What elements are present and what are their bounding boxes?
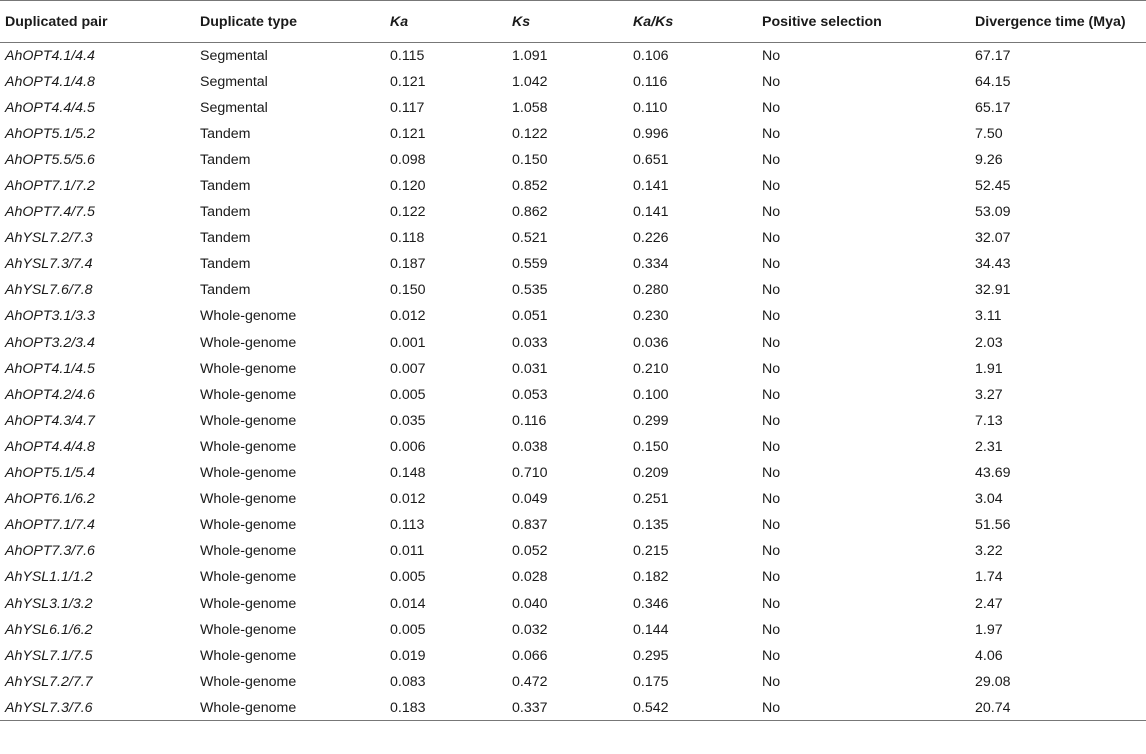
table-row xyxy=(0,173,1146,199)
cell-ka-ks: 0.106 xyxy=(633,47,669,64)
cell-ka: 0.121 xyxy=(390,125,426,142)
cell-divergence-time: 3.27 xyxy=(975,386,1003,403)
cell-duplicate-type: Segmental xyxy=(200,73,268,90)
table-row xyxy=(0,460,1146,486)
cell-duplicated-pair: AhOPT3.1/3.3 xyxy=(5,308,95,325)
cell-ks: 0.052 xyxy=(512,543,548,560)
cell-divergence-time: 3.22 xyxy=(975,543,1003,560)
cell-duplicate-type: Whole-genome xyxy=(200,308,297,325)
cell-ka: 0.014 xyxy=(390,595,426,612)
cell-ks: 1.058 xyxy=(512,99,548,116)
cell-duplicate-type: Tandem xyxy=(200,125,251,142)
cell-positive-selection: No xyxy=(762,73,781,90)
table-row xyxy=(0,382,1146,408)
cell-duplicated-pair: AhOPT5.1/5.4 xyxy=(5,465,95,482)
cell-duplicate-type: Tandem xyxy=(200,204,251,221)
cell-ka: 0.187 xyxy=(390,256,426,273)
cell-ks: 1.091 xyxy=(512,47,548,64)
cell-ka: 0.122 xyxy=(390,204,426,221)
cell-ka: 0.121 xyxy=(390,73,426,90)
cell-duplicated-pair: AhOPT5.1/5.2 xyxy=(5,125,95,142)
cell-positive-selection: No xyxy=(762,99,781,116)
cell-duplicate-type: Whole-genome xyxy=(200,621,297,638)
cell-ka-ks: 0.150 xyxy=(633,438,669,455)
cell-ks: 0.031 xyxy=(512,360,548,377)
cell-positive-selection: No xyxy=(762,230,781,247)
cell-duplicate-type: Whole-genome xyxy=(200,334,297,351)
cell-ks: 0.033 xyxy=(512,334,548,351)
cell-divergence-time: 1.97 xyxy=(975,621,1003,638)
cell-ka: 0.115 xyxy=(390,47,425,64)
cell-ks: 0.472 xyxy=(512,673,548,690)
cell-ka: 0.011 xyxy=(390,543,425,560)
cell-duplicated-pair: AhOPT4.1/4.8 xyxy=(5,73,95,90)
cell-duplicate-type: Whole-genome xyxy=(200,517,297,534)
cell-ks: 0.028 xyxy=(512,569,548,586)
cell-duplicate-type: Whole-genome xyxy=(200,543,297,560)
cell-ka-ks: 0.144 xyxy=(633,621,669,638)
cell-divergence-time: 43.69 xyxy=(975,465,1011,482)
header-row xyxy=(0,1,1146,43)
table-row xyxy=(0,617,1146,643)
header-ka: Ka xyxy=(390,13,409,30)
cell-ka-ks: 0.346 xyxy=(633,595,669,612)
cell-ka: 0.120 xyxy=(390,178,426,195)
cell-divergence-time: 64.15 xyxy=(975,73,1011,90)
cell-duplicate-type: Whole-genome xyxy=(200,465,297,482)
cell-duplicated-pair: AhOPT4.4/4.5 xyxy=(5,99,95,116)
cell-duplicated-pair: AhYSL7.2/7.7 xyxy=(5,673,93,690)
table-row xyxy=(0,486,1146,512)
cell-duplicate-type: Whole-genome xyxy=(195,695,385,721)
table-row xyxy=(0,330,1146,356)
cell-divergence-time: 29.08 xyxy=(975,673,1011,690)
header-duplicated-pair: Duplicated pair xyxy=(5,13,108,30)
cell-positive-selection: No xyxy=(762,491,781,508)
cell-duplicated-pair: AhOPT7.3/7.6 xyxy=(5,543,95,560)
cell-ka-ks: 0.141 xyxy=(633,178,669,195)
cell-ka-ks: 0.135 xyxy=(633,517,669,534)
cell-ka-ks: 0.299 xyxy=(633,412,669,429)
header-duplicate-type: Duplicate type xyxy=(200,13,297,30)
cell-ka-ks: 0.210 xyxy=(633,360,669,377)
cell-duplicate-type: Whole-genome xyxy=(200,360,297,377)
cell-divergence-time: 34.43 xyxy=(975,256,1011,273)
table-row xyxy=(0,564,1146,590)
cell-ka-ks: 0.215 xyxy=(633,543,669,560)
cell-positive-selection: No xyxy=(762,412,781,429)
cell-ka: 0.005 xyxy=(390,621,426,638)
table-row xyxy=(0,356,1146,382)
table-row xyxy=(0,199,1146,225)
cell-ks: 0.837 xyxy=(512,517,548,534)
cell-ka-ks: 0.651 xyxy=(633,151,669,168)
cell-duplicate-type: Whole-genome xyxy=(200,438,297,455)
cell-divergence-time: 32.91 xyxy=(975,282,1011,299)
cell-positive-selection: No xyxy=(762,673,781,690)
table-row xyxy=(0,434,1146,460)
cell-duplicate-type: Tandem xyxy=(200,151,251,168)
header-ks: Ks xyxy=(512,13,531,30)
cell-duplicate-type: Tandem xyxy=(200,178,251,195)
cell-divergence-time: 1.91 xyxy=(975,360,1003,377)
table-row xyxy=(0,69,1146,95)
cell-ka-ks: 0.116 xyxy=(633,73,668,90)
cell-ka: 0.005 xyxy=(390,386,426,403)
cell-duplicate-type: Whole-genome xyxy=(200,595,297,612)
cell-positive-selection: No xyxy=(762,647,781,664)
cell-ks: 0.038 xyxy=(512,438,548,455)
cell-divergence-time: 9.26 xyxy=(975,151,1003,168)
cell-ka-ks: 0.182 xyxy=(633,569,669,586)
cell-positive-selection: No xyxy=(762,438,781,455)
cell-ka-ks: 0.996 xyxy=(633,125,669,142)
cell-ka: 0.118 xyxy=(390,230,425,247)
cell-positive-selection: No xyxy=(757,695,970,721)
cell-ka: 0.005 xyxy=(390,569,426,586)
cell-ka: 0.019 xyxy=(390,647,426,664)
cell-duplicated-pair: AhOPT4.1/4.4 xyxy=(5,47,95,64)
cell-positive-selection: No xyxy=(762,621,781,638)
cell-duplicate-type: Whole-genome xyxy=(200,647,297,664)
cell-divergence-time: 7.50 xyxy=(975,125,1003,142)
cell-positive-selection: No xyxy=(762,569,781,586)
cell-ka-ks: 0.230 xyxy=(633,308,669,325)
cell-positive-selection: No xyxy=(762,282,781,299)
cell-duplicate-type: Tandem xyxy=(200,230,251,247)
cell-positive-selection: No xyxy=(762,465,781,482)
cell-ka-ks: 0.334 xyxy=(633,256,669,273)
cell-divergence-time: 4.06 xyxy=(975,647,1003,664)
cell-duplicate-type: Whole-genome xyxy=(200,491,297,508)
table-row xyxy=(0,538,1146,564)
cell-ks: 0.051 xyxy=(512,308,548,325)
cell-ka: 0.006 xyxy=(390,438,426,455)
table-row xyxy=(0,43,1146,69)
cell-ka: 0.117 xyxy=(390,99,425,116)
cell-divergence-time: 51.56 xyxy=(975,517,1011,534)
cell-divergence-time: 7.13 xyxy=(975,412,1003,429)
cell-ks: 0.122 xyxy=(512,125,548,142)
cell-divergence-time: 32.07 xyxy=(975,230,1011,247)
table-row xyxy=(0,277,1146,303)
cell-ka-ks: 0.209 xyxy=(633,465,669,482)
cell-duplicate-type: Segmental xyxy=(200,47,268,64)
cell-positive-selection: No xyxy=(762,204,781,221)
cell-duplicated-pair: AhYSL3.1/3.2 xyxy=(5,595,93,612)
cell-ka: 0.098 xyxy=(390,151,426,168)
cell-ka-ks: 0.110 xyxy=(633,99,668,116)
cell-ka-ks: 0.280 xyxy=(633,282,669,299)
cell-positive-selection: No xyxy=(762,360,781,377)
table-row xyxy=(0,95,1146,121)
cell-ks: 0.852 xyxy=(512,178,548,195)
cell-ka: 0.012 xyxy=(390,491,426,508)
cell-ka-ks: 0.175 xyxy=(633,673,669,690)
cell-duplicated-pair: AhOPT6.1/6.2 xyxy=(5,491,95,508)
cell-positive-selection: No xyxy=(762,256,781,273)
cell-ks: 0.040 xyxy=(512,595,548,612)
cell-divergence-time: 52.45 xyxy=(975,178,1011,195)
cell-duplicated-pair: AhYSL7.2/7.3 xyxy=(5,230,93,247)
cell-positive-selection: No xyxy=(762,125,781,142)
cell-divergence-time: 67.17 xyxy=(975,47,1011,64)
cell-positive-selection: No xyxy=(762,47,781,64)
cell-positive-selection: No xyxy=(762,517,781,534)
cell-ks: 0.053 xyxy=(512,386,548,403)
cell-divergence-time: 2.47 xyxy=(975,595,1003,612)
table-row xyxy=(0,121,1146,147)
cell-ka: 0.113 xyxy=(390,517,425,534)
cell-duplicate-type: Tandem xyxy=(200,282,251,299)
cell-ks: 0.710 xyxy=(512,465,548,482)
cell-ka-ks: 0.036 xyxy=(633,334,669,351)
cell-positive-selection: No xyxy=(762,386,781,403)
table-row xyxy=(0,408,1146,434)
cell-divergence-time: 20.74 xyxy=(970,695,1146,721)
table-row xyxy=(0,669,1146,695)
cell-duplicated-pair: AhYSL7.3/7.6 xyxy=(0,695,195,721)
cell-ks: 1.042 xyxy=(512,73,548,90)
cell-divergence-time: 53.09 xyxy=(975,204,1011,221)
cell-duplicated-pair: AhOPT7.1/7.2 xyxy=(5,178,95,195)
table-row xyxy=(0,251,1146,277)
cell-duplicate-type: Tandem xyxy=(200,256,251,273)
cell-duplicated-pair: AhYSL6.1/6.2 xyxy=(5,621,93,638)
cell-ka-ks: 0.542 xyxy=(628,695,757,721)
cell-ks: 0.116 xyxy=(512,412,547,429)
cell-ks: 0.032 xyxy=(512,621,548,638)
cell-ka: 0.001 xyxy=(390,334,426,351)
cell-ks: 0.337 xyxy=(507,695,628,721)
cell-ka-ks: 0.295 xyxy=(633,647,669,664)
cell-duplicated-pair: AhYSL7.1/7.5 xyxy=(5,647,93,664)
cell-ks: 0.862 xyxy=(512,204,548,221)
cell-ka: 0.148 xyxy=(390,465,426,482)
cell-duplicated-pair: AhYSL7.6/7.8 xyxy=(5,282,93,299)
cell-positive-selection: No xyxy=(762,308,781,325)
cell-ks: 0.535 xyxy=(512,282,548,299)
cell-ka: 0.007 xyxy=(390,360,426,377)
cell-duplicated-pair: AhOPT4.4/4.8 xyxy=(5,438,95,455)
cell-divergence-time: 3.04 xyxy=(975,491,1003,508)
cell-duplicated-pair: AhOPT3.2/3.4 xyxy=(5,334,95,351)
cell-ks: 0.521 xyxy=(512,230,548,247)
cell-duplicate-type: Whole-genome xyxy=(200,412,297,429)
cell-duplicate-type: Whole-genome xyxy=(200,386,297,403)
cell-ka: 0.183 xyxy=(385,695,507,721)
cell-duplicated-pair: AhOPT5.5/5.6 xyxy=(5,151,95,168)
header-divergence-time: Divergence time (Mya) xyxy=(975,13,1126,30)
header-ka-ks: Ka/Ks xyxy=(633,13,674,30)
cell-divergence-time: 65.17 xyxy=(975,99,1011,116)
cell-duplicated-pair: AhOPT7.1/7.4 xyxy=(5,517,95,534)
cell-duplicated-pair: AhOPT4.1/4.5 xyxy=(5,360,95,377)
cell-ka: 0.035 xyxy=(390,412,426,429)
cell-positive-selection: No xyxy=(762,178,781,195)
cell-divergence-time: 1.74 xyxy=(975,569,1003,586)
table-row xyxy=(0,512,1146,538)
cell-ka: 0.083 xyxy=(390,673,426,690)
cell-divergence-time: 2.03 xyxy=(975,334,1003,351)
table-row xyxy=(0,225,1146,251)
table-row xyxy=(0,147,1146,173)
cell-positive-selection: No xyxy=(762,595,781,612)
table-row xyxy=(0,303,1146,329)
cell-divergence-time: 2.31 xyxy=(975,438,1003,455)
cell-duplicated-pair: AhYSL7.3/7.4 xyxy=(5,256,93,273)
cell-ka-ks: 0.100 xyxy=(633,386,669,403)
cell-ka-ks: 0.141 xyxy=(633,204,669,221)
table-row xyxy=(0,590,1146,616)
cell-ka: 0.012 xyxy=(390,308,426,325)
cell-ks: 0.066 xyxy=(512,647,548,664)
cell-duplicate-type: Whole-genome xyxy=(200,569,297,586)
cell-duplicate-type: Segmental xyxy=(200,99,268,116)
cell-ks: 0.049 xyxy=(512,491,548,508)
cell-ks: 0.150 xyxy=(512,151,548,168)
cell-ks: 0.559 xyxy=(512,256,548,273)
cell-ka-ks: 0.251 xyxy=(633,491,669,508)
cell-duplicated-pair: AhOPT7.4/7.5 xyxy=(5,204,95,221)
cell-duplicated-pair: AhYSL1.1/1.2 xyxy=(5,569,93,586)
cell-duplicated-pair: AhOPT4.3/4.7 xyxy=(5,412,95,429)
cell-positive-selection: No xyxy=(762,543,781,560)
cell-divergence-time: 3.11 xyxy=(975,308,1002,325)
cell-positive-selection: No xyxy=(762,151,781,168)
cell-duplicated-pair: AhOPT4.2/4.6 xyxy=(5,386,95,403)
cell-ka: 0.150 xyxy=(390,282,426,299)
cell-duplicate-type: Whole-genome xyxy=(200,673,297,690)
cell-positive-selection: No xyxy=(762,334,781,351)
header-positive-selection: Positive selection xyxy=(762,13,882,30)
table-row xyxy=(0,643,1146,669)
table-row xyxy=(0,695,1146,721)
cell-ka-ks: 0.226 xyxy=(633,230,669,247)
